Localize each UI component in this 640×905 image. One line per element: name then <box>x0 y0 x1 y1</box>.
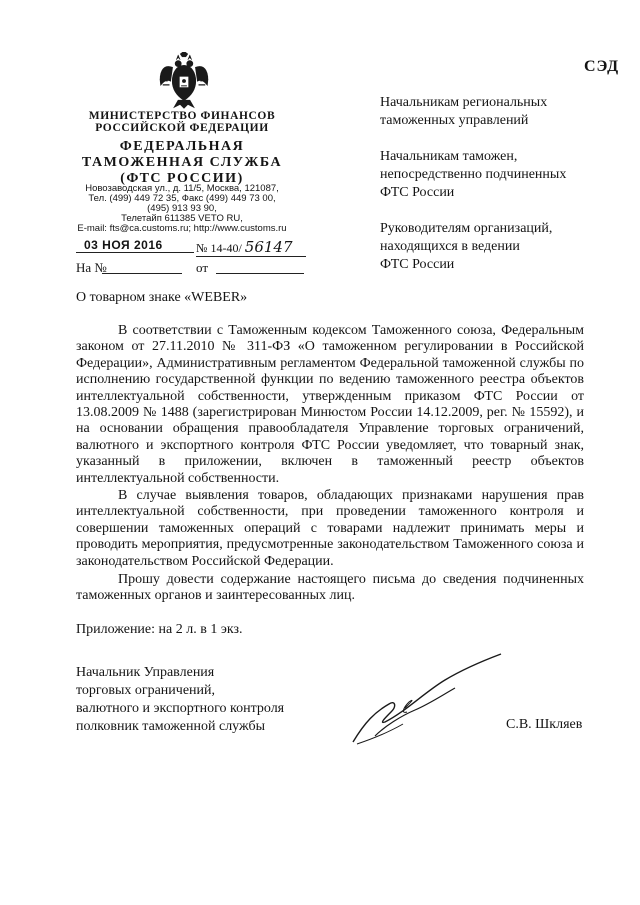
address-line: Тел. (499) 449 72 35, Факс (499) 449 73 00, <box>88 193 276 204</box>
reference-number-label: На № <box>76 260 107 275</box>
recipient-block <box>380 94 610 130</box>
recipient-line: находящихся в ведении <box>380 239 520 254</box>
signer-position-line: валютного и экспортного контроля <box>76 701 285 716</box>
registration-number-handwritten: 56147 <box>244 238 293 256</box>
recipient-line: Начальникам региональных <box>380 95 548 110</box>
reference-from-label: от <box>196 260 209 275</box>
registration-number-prefix: № 14-40/ <box>196 241 242 255</box>
address-line: E-mail: fts@ca.customs.ru; http://www.customs.ru <box>77 223 287 234</box>
signer-position-line: Начальник Управления <box>76 665 215 680</box>
ministry-name-line1: МИНИСТЕРСТВО ФИНАНСОВ <box>88 110 276 122</box>
recipient-line: таможенных управлений <box>380 113 529 128</box>
recipient-line: Начальникам таможен, <box>380 149 518 164</box>
document-corner-mark: СЭД <box>584 58 620 75</box>
attachment-note: Приложение: на 2 л. в 1 экз. <box>76 622 243 637</box>
handwritten-signature-icon <box>345 652 505 748</box>
recipient-block <box>380 148 610 202</box>
recipient-line: ФТС России <box>380 257 455 272</box>
recipient-line: ФТС России <box>380 185 455 200</box>
reference-date-blank <box>216 273 304 274</box>
address-line: (495) 913 93 90, <box>147 203 217 214</box>
service-name-line1: ФЕДЕРАЛЬНАЯ <box>119 139 245 154</box>
registration-date: 03 НОЯ 2016 <box>76 238 194 253</box>
signature-block <box>76 664 336 736</box>
address-line: Телетайп 611385 VETO RU, <box>121 213 243 224</box>
recipient-block <box>380 220 610 274</box>
service-name-line2: ТАМОЖЕННАЯ СЛУЖБА <box>81 155 283 170</box>
recipient-line: непосредственно подчиненных <box>380 167 567 182</box>
signer-position-line: полковник таможенной службы <box>76 719 266 734</box>
signer-position-line: торговых ограничений, <box>76 683 216 698</box>
recipient-line: Руководителям организаций, <box>380 221 553 236</box>
reference-number-blank <box>102 273 182 274</box>
letter-subject: О товарном знаке «WEBER» <box>76 290 248 305</box>
address-line: Новозаводская ул., д. 11/5, Москва, 121087, <box>85 183 279 194</box>
body-paragraph: В случае выявления товаров, обладающих признаками нарушения прав интеллектуальной собственности, при проведении таможенного контроля и совершении таможенных операций с товарами надлежит принимать меры и проводить мероприятия, предусмотренные законодательством Таможенного союза и законодательством Российской Федерации. <box>76 488 584 569</box>
service-name-line3: (ФТС РОССИИ) <box>120 171 244 186</box>
signer-name: С.В. Шкляев <box>506 717 583 732</box>
ministry-name-line2: РОССИЙСКОЙ ФЕДЕРАЦИИ <box>95 122 269 134</box>
body-paragraph: Прошу довести содержание настоящего письма до сведения подчиненных таможенных органов и заинтересованных лиц. <box>76 572 584 604</box>
russian-coat-of-arms-icon <box>155 52 213 110</box>
registration-number <box>196 238 306 257</box>
body-paragraph: В соответствии с Таможенным кодексом Таможенного союза, Федеральным законом от 27.11.2010 № 311-ФЗ «О таможенном регулировании в Российской Федерации», Административным регламентом Федеральной таможенной службы по исполнению государственной функции по ведению таможенного реестра объектов интеллектуальной собственности, утвержденным приказом ФТС России от 13.08.2009 № 1488 (зарегистрирован Минюстом России 14.12.2009, рег. № 15592), и на основании обращения правообладателя Управление торговых ограничений, валютного и экспортного контроля ФТС России уведомляет, что товарный знак, указанный в приложении, включен в таможенный реестр объектов интеллектуальной собственности. <box>76 323 584 486</box>
